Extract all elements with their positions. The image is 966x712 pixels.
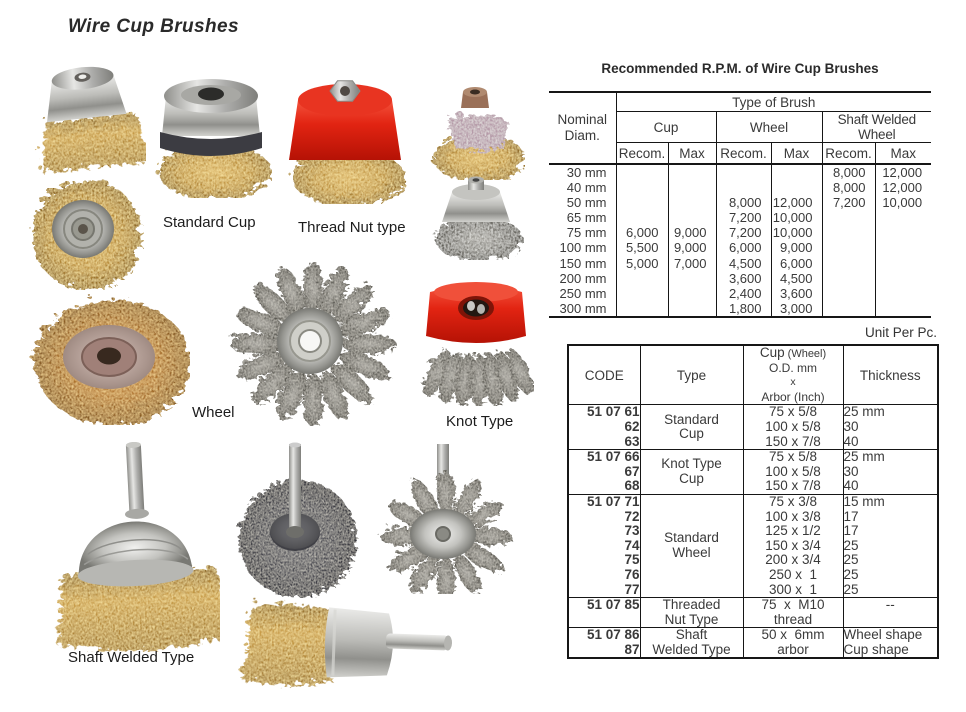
- unit-cell-thickness: 25 mm 30 40: [843, 450, 938, 495]
- thread-nut-cup-photo-red: [282, 74, 408, 204]
- crimped-wheel-photo-copper: [28, 293, 190, 425]
- unit-header-size-od: O.D. mm: [769, 360, 817, 375]
- rpm-col-cup-recom: 6,000 5,500 5,000: [616, 164, 668, 317]
- knot-cup-photo-red: [418, 278, 534, 406]
- unit-header-size-wheel: (Wheel): [784, 348, 827, 360]
- label-knot-type: Knot Type: [446, 413, 514, 430]
- unit-cell-codes: 51 07 85: [568, 598, 640, 628]
- unit-row-shaft-welded-type: [568, 628, 938, 659]
- unit-header-size-x: x: [790, 376, 796, 389]
- rpm-header-nominal-diam: Nominal Diam.: [549, 92, 616, 164]
- rpm-col-wheel-max: 12,000 10,000 10,000 9,000 6,000 4,500 3,600 3,000: [771, 164, 822, 317]
- cup-face-view-photo: [22, 172, 144, 290]
- unit-table: [567, 344, 939, 659]
- gray-cup-photo: [428, 176, 524, 260]
- unit-header-size-cup: Cup: [759, 345, 785, 360]
- end-brush-photo: [238, 592, 456, 692]
- unit-cell-type: Knot Type Cup: [640, 450, 743, 495]
- unit-cell-type: Standard Cup: [640, 405, 743, 450]
- label-thread-nut-type: Thread Nut type: [298, 219, 406, 236]
- rpm-col-nominal-diam: 30 mm 40 mm 50 mm 65 mm 75 mm 100 mm 150 mm 200 mm 250 mm 300 mm: [549, 164, 616, 317]
- unit-cell-thickness: 15 mm 17 17 25 25 25 25: [843, 494, 938, 597]
- unit-cell-sizes: 75 x 3/8 100 x 3/8 125 x 1/2 150 x 3/4 200 x 3/4 250 x 1 300 x 1: [743, 494, 843, 597]
- shaft-welded-cup-photo: [50, 442, 220, 652]
- unit-cell-codes: 51 07 86 87: [568, 628, 640, 659]
- rpm-group-shaft-welded-wheel: Shaft Welded Wheel: [822, 112, 931, 143]
- unit-cell-codes: 51 07 66 67 68: [568, 450, 640, 495]
- unit-cell-sizes: 75 x 5/8 100 x 5/8 150 x 7/8: [743, 450, 843, 495]
- unit-row-standard-wheel: [568, 494, 938, 597]
- rpm-table: [549, 91, 931, 318]
- rpm-subheader-wheel-max: Max: [771, 143, 822, 165]
- label-shaft-welded-type: Shaft Welded Type: [68, 649, 195, 666]
- rpm-col-shaft-recom: 8,000 8,000 7,200: [822, 164, 875, 317]
- rpm-subheader-cup-max: Max: [668, 143, 716, 165]
- unit-header-size-arbor: Arbor (Inch): [761, 389, 825, 404]
- unit-header-code: CODE: [568, 345, 640, 405]
- unit-per-pc-caption: Unit Per Pc.: [864, 325, 937, 340]
- unit-cell-type: Standard Wheel: [640, 494, 743, 597]
- unit-row-threaded-nut-type: [568, 598, 938, 628]
- rpm-subheader-cup-recom: Recom.: [616, 143, 668, 165]
- rpm-col-shaft-max: 12,000 12,000 10,000: [875, 164, 931, 317]
- unit-cell-sizes: 50 x 6mm arbor: [743, 628, 843, 659]
- shaft-knotted-wheel-photo: [372, 442, 514, 594]
- unit-header-size: [743, 345, 843, 405]
- standard-cup-photo-small: [28, 62, 146, 178]
- label-wheel: Wheel: [192, 404, 235, 421]
- unit-cell-thickness: --: [843, 598, 938, 628]
- rpm-col-wheel-recom: 8,000 7,200 7,200 6,000 4,500 3,600 2,400 1,800: [716, 164, 771, 317]
- standard-cup-photo-large: [150, 72, 272, 198]
- unit-cell-codes: 51 07 71 72 73 74 75 76 77: [568, 494, 640, 597]
- rpm-header-type-of-brush: Type of Brush: [616, 92, 931, 112]
- unit-cell-type: Shaft Welded Type: [640, 628, 743, 659]
- rpm-group-cup: Cup: [616, 112, 716, 143]
- unit-per-pc-section: [567, 325, 938, 659]
- unit-cell-sizes: 75 x 5/8 100 x 5/8 150 x 7/8: [743, 405, 843, 450]
- unit-cell-type: Threaded Nut Type: [640, 598, 743, 628]
- label-standard-cup: Standard Cup: [163, 214, 256, 231]
- rpm-col-cup-max: 9,000 9,000 7,000: [668, 164, 716, 317]
- small-cup-photo-mauve: [425, 82, 525, 180]
- unit-cell-thickness: 25 mm 30 40: [843, 405, 938, 450]
- shaft-crimped-wheel-photo: [228, 442, 362, 598]
- rpm-table-title: Recommended R.P.M. of Wire Cup Brushes: [601, 61, 879, 76]
- unit-row-standard-cup: [568, 405, 938, 450]
- unit-header-type: Type: [640, 345, 743, 405]
- rpm-group-wheel: Wheel: [716, 112, 822, 143]
- rpm-subheader-wheel-recom: Recom.: [716, 143, 771, 165]
- rpm-subheader-shaft-max: Max: [875, 143, 931, 165]
- page-title: Wire Cup Brushes: [68, 16, 239, 37]
- knotted-wheel-photo: [220, 252, 400, 430]
- unit-cell-codes: 51 07 61 62 63: [568, 405, 640, 450]
- unit-row-knot-type-cup: [568, 450, 938, 495]
- unit-cell-sizes: 75 x M10 thread: [743, 598, 843, 628]
- unit-header-thickness: Thickness: [843, 345, 938, 405]
- rpm-subheader-shaft-recom: Recom.: [822, 143, 875, 165]
- rpm-section: [549, 61, 931, 318]
- unit-cell-thickness: Wheel shape Cup shape: [843, 628, 938, 659]
